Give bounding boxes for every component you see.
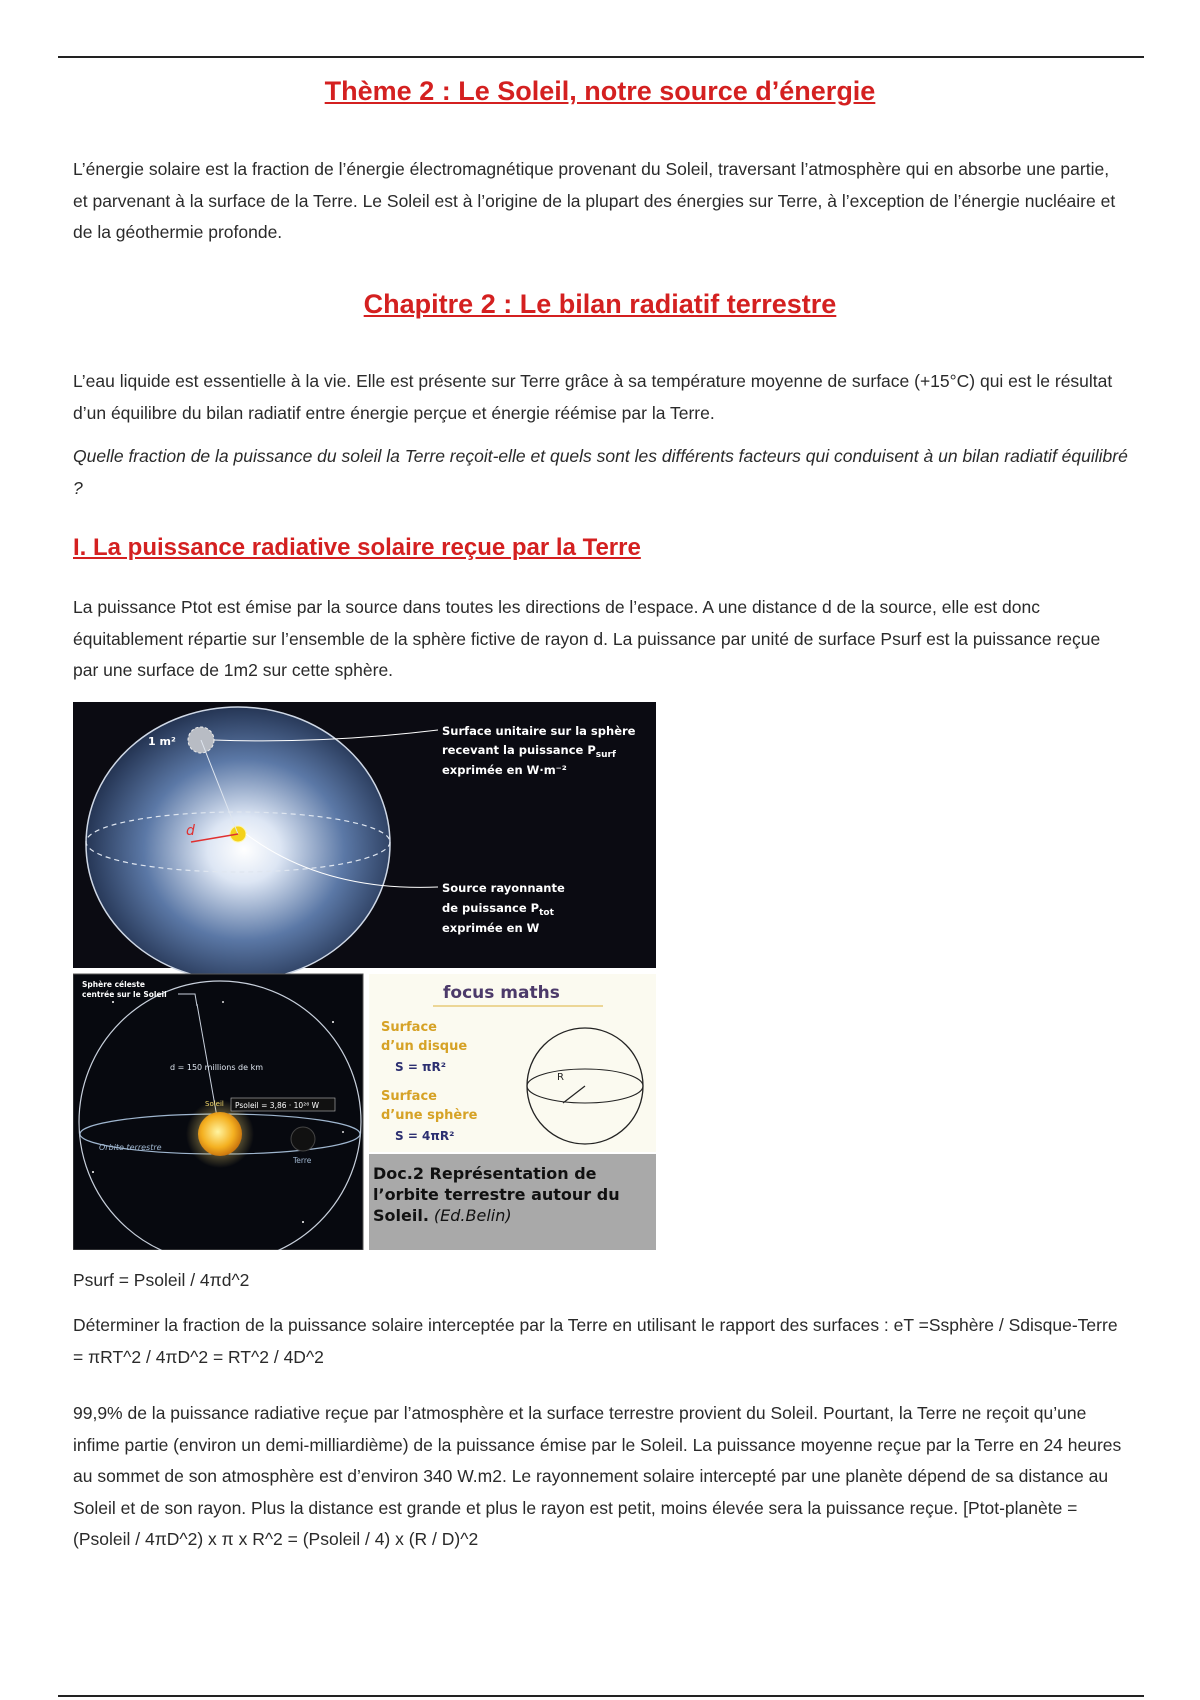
d-label: d: [186, 823, 195, 839]
focus-maths-panel: [369, 974, 656, 1152]
section-title: I. La puissance radiative solaire reçue par la Terre: [73, 534, 641, 561]
distance-label: d = 150 millions de km: [170, 1063, 264, 1072]
surface-label-line1: Surface unitaire sur la sphère: [442, 724, 636, 738]
sphere-surface-label-line1: Surface: [381, 1089, 437, 1104]
doc2-figure: [73, 702, 656, 1250]
disc-formula: S = πR²: [395, 1060, 447, 1074]
earth-label: Terre: [293, 1156, 312, 1165]
radius-label: R: [557, 1072, 564, 1083]
guiding-question: Quelle fraction de la puissance du soleil la Terre reçoit-elle et quels sont les différents facteurs qui conduisent à un bilan radiatif équilibré ?: [73, 446, 1128, 498]
sphere-surface-label-line2: d’une sphère: [381, 1108, 478, 1123]
earth: [291, 1127, 315, 1151]
disc-label-line2: d’un disque: [381, 1039, 468, 1054]
intro-paragraph: L’énergie solaire est la fraction de l’énergie électromagnétique provenant du Soleil, traversant l’atmosphère qui en absorbe une partie, et parvenant à la surface de la Terre. Le Soleil est à l’origine de la plupart des énergies sur Terre, à l’exception de l’énergie nucléaire et de la géothermie profonde.: [73, 159, 1116, 242]
source-label-line2: de puissance $P_{tot}$: [442, 901, 554, 918]
sun-label: Soleil: [205, 1100, 224, 1108]
focus-title: focus maths: [443, 983, 560, 1003]
sun-power-label: Psoleil = 3,86 · 10²⁶ W: [235, 1101, 320, 1110]
fraction-paragraph: Déterminer la fraction de la puissance solaire interceptée par la Terre en utilisant le rapport des surfaces : eT =Ssphère / Sdisque-Terre = πRT^2 / 4πD^2 = RT^2 / 4D^2: [73, 1315, 1118, 1367]
section-paragraph: La puissance Ptot est émise par la source dans toutes les directions de l’espace. A une distance d de la source, elle est donc équitablement répartie sur l’ensemble de la sphère fictive de rayon d. La puissance par unité de surface Psurf est la puissance reçue par une surface de 1m2 sur cette sphère.: [73, 597, 1101, 680]
sphere-panel: [73, 702, 656, 981]
disc-label-line1: Surface: [381, 1020, 437, 1035]
orbit-label: Orbite terrestre: [99, 1143, 162, 1152]
caption-line1: Doc.2 Représentation de: [373, 1164, 597, 1183]
chapter-paragraph: L’eau liquide est essentielle à la vie. Elle est présente sur Terre grâce à sa température moyenne de surface (+15°C) qui est le résultat d’un équilibre du bilan radiatif entre énergie perçue et énergie réémise par la Terre.: [73, 371, 1113, 423]
caption-line2: l’orbite terrestre autour du: [373, 1185, 620, 1204]
theme-title: Thème 2 : Le Soleil, notre source d’énergie: [324, 76, 876, 106]
surface-label-line3: exprimée en W·m⁻²: [442, 763, 567, 777]
source-label-line3: exprimée en W: [442, 921, 540, 935]
top-rule: [58, 56, 1144, 58]
sphere-formula: S = 4πR²: [395, 1129, 455, 1143]
bottom-rule: [58, 1695, 1144, 1697]
unit-area-label: 1 m²: [148, 735, 176, 748]
psurf-equation: Psurf = Psoleil / 4πd^2: [73, 1270, 250, 1290]
conclusion-paragraph: 99,9% de la puissance radiative reçue par l’atmosphère et la surface terrestre provient du Soleil. Pourtant, la Terre ne reçoit qu’une infime partie (environ un demi-milliardième) de la puissance émise par le Soleil. La puissance moyenne reçue par la Terre en 24 heures au sommet de son atmosphère est d’environ 340 W.m2. Le rayonnement solaire intercepté par une planète dépend de sa distance au Soleil et de son rayon. Plus la distance est grande et plus le rayon est petit, moins élevée sera la puissance reçue. [Ptot-planète = (Psoleil / 4πD^2) x π x R^2 = (Psoleil / 4) x (R / D)^2: [73, 1403, 1122, 1549]
sphere-label-line2: centrée sur le Soleil: [82, 990, 167, 999]
sphere-label-line1: Sphère céleste: [82, 980, 145, 989]
caption-line3: Soleil. (Ed.Belin): [373, 1206, 512, 1225]
doc2-caption: [369, 1154, 656, 1250]
sun: [198, 1112, 242, 1156]
orbit-panel: [73, 974, 363, 1250]
fictive-sphere: [86, 707, 390, 981]
surface-label-line2: recevant la puissance $P_{surf}$: [442, 743, 616, 760]
chapter-title: Chapitre 2 : Le bilan radiatif terrestre: [363, 289, 837, 319]
source-label-line1: Source rayonnante: [442, 881, 565, 895]
